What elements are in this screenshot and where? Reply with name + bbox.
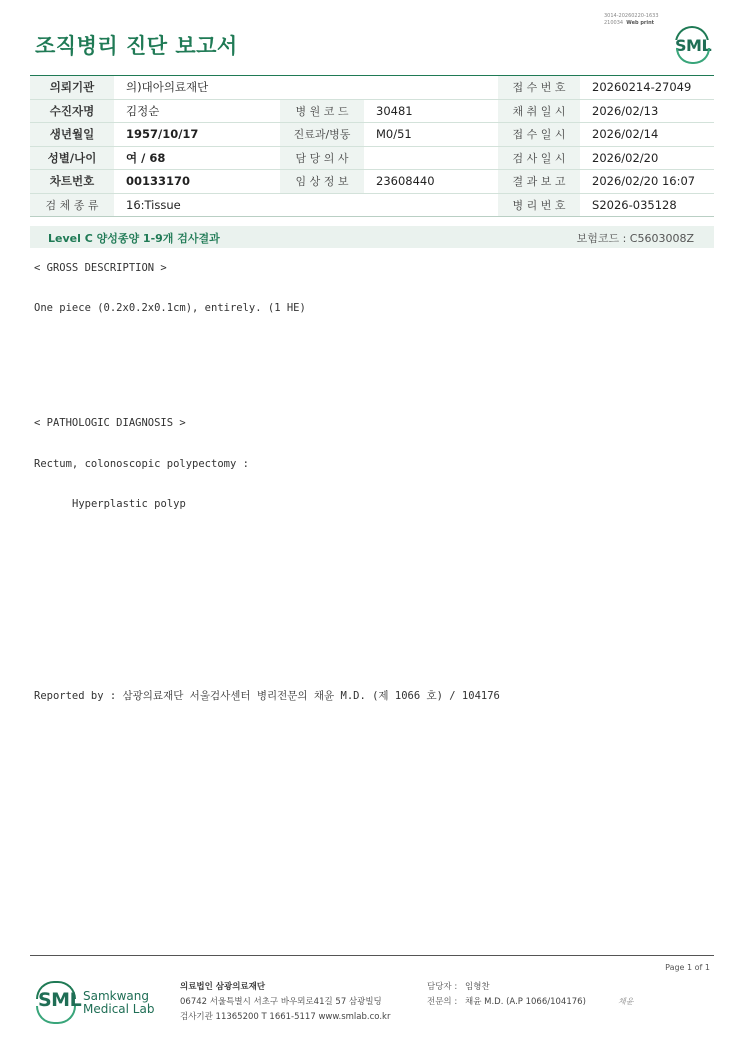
page-title: 조직병리 진단 보고서	[35, 34, 238, 58]
footer-address	[180, 980, 390, 1025]
logo-arc-bottom	[36, 1006, 76, 1024]
manager-line	[427, 980, 586, 995]
sml-logo	[672, 26, 714, 66]
label-department: 진료과/병동	[280, 123, 364, 147]
table-row	[30, 123, 714, 147]
diagnosis-result: Hyperplastic polyp	[72, 498, 186, 510]
table-row	[30, 193, 714, 217]
print-code-line1: 3014-20260220-1633	[604, 13, 659, 19]
label-report-date: 결 과 보 고	[498, 170, 580, 194]
label-sex-age: 성별/나이	[30, 146, 114, 170]
table-row	[30, 99, 714, 123]
value-receipt-date: 2026/02/14	[580, 123, 714, 147]
address-line: 06742 서울특별시 서초구 바우뫼로41길 57 삼광빌딩	[180, 997, 382, 1007]
label-chart-no: 차트번호	[30, 170, 114, 194]
label-patient-name: 수진자명	[30, 99, 114, 123]
label-hospital-code: 병 원 코 드	[280, 99, 364, 123]
print-code	[604, 13, 659, 27]
footer-divider	[30, 955, 714, 956]
signature: 채윤	[618, 997, 634, 1006]
value-test-date: 2026/02/20	[580, 146, 714, 170]
value-receipt-no: 20260214-27049	[580, 76, 714, 100]
value-chart-no: 00133170	[114, 170, 280, 194]
value-report-date: 2026/02/20 16:07	[580, 170, 714, 194]
value-patient-name: 김정순	[114, 99, 280, 123]
insurance-code: 보험코드 : C5603008Z	[576, 232, 694, 245]
value-collection-date: 2026/02/13	[580, 99, 714, 123]
table-row	[30, 170, 714, 194]
reported-by: Reported by : 삼광의료재단 서울검사센터 병리전문의 채윤 M.D. (제 1066 호) / 104176	[34, 690, 500, 702]
logo-name-line1: Samkwang	[83, 989, 149, 1003]
label-pathology-no: 병 리 번 호	[498, 193, 580, 217]
label-collection-date: 채 취 일 시	[498, 99, 580, 123]
value-specimen-type: 16:Tissue	[114, 193, 498, 217]
lab-info: 검사기관 11365200 T 1661-5117 www.smlab.co.kr	[180, 1012, 391, 1022]
label-requester: 의뢰기관	[30, 76, 114, 100]
label-specimen-type: 검 체 종 류	[30, 193, 114, 217]
table-row	[30, 146, 714, 170]
value-requester: 의)대아의료재단	[114, 76, 498, 100]
gross-text: One piece (0.2x0.2x0.1cm), entirely. (1 HE)	[34, 302, 306, 314]
print-id: 210034	[604, 20, 624, 26]
test-level-label: Level C 양성종양 1-9개 검사결과	[48, 232, 220, 245]
diagnosis-heading: < PATHOLOGIC DIAGNOSIS >	[34, 417, 186, 429]
gross-heading: < GROSS DESCRIPTION >	[34, 262, 167, 274]
samkwang-logo	[36, 980, 158, 1026]
label-clinical-info: 임 상 정 보	[280, 170, 364, 194]
label-receipt-date: 접 수 일 시	[498, 123, 580, 147]
label-birth-date: 생년월일	[30, 123, 114, 147]
logo-arc-bottom	[676, 48, 710, 64]
value-department: M0/51	[364, 123, 498, 147]
manager-name: 임형찬	[465, 982, 490, 992]
org-name: 의료법인 삼광의료재단	[180, 982, 266, 992]
table-row	[30, 76, 714, 100]
patient-info-table	[30, 75, 714, 217]
test-level-bar	[30, 226, 714, 248]
specialist-line	[427, 995, 586, 1010]
value-sex-age: 여 / 68	[114, 146, 280, 170]
label-doctor: 담 당 의 사	[280, 146, 364, 170]
value-birth-date: 1957/10/17	[114, 123, 280, 147]
value-hospital-code: 30481	[364, 99, 498, 123]
print-code-line2	[604, 20, 659, 27]
specialist-label: 전문의 :	[427, 997, 458, 1007]
logo-sml-text: SML	[38, 989, 82, 1011]
value-doctor	[364, 146, 498, 170]
value-pathology-no: S2026-035128	[580, 193, 714, 217]
logo-text: SML	[675, 36, 712, 55]
label-receipt-no: 접 수 번 호	[498, 76, 580, 100]
logo-name	[83, 990, 154, 1016]
manager-label: 담당자 :	[427, 982, 458, 992]
web-print-label: Web print	[626, 20, 655, 26]
diagnosis-site: Rectum, colonoscopic polypectomy :	[34, 458, 249, 470]
logo-name-line2: Medical Lab	[83, 1002, 155, 1016]
specialist-name: 채윤 M.D. (A.P 1066/104176)	[465, 997, 586, 1007]
value-clinical-info: 23608440	[364, 170, 498, 194]
page-number: Page 1 of 1	[665, 963, 710, 972]
label-test-date: 검 사 일 시	[498, 146, 580, 170]
footer-contact	[427, 980, 586, 1010]
